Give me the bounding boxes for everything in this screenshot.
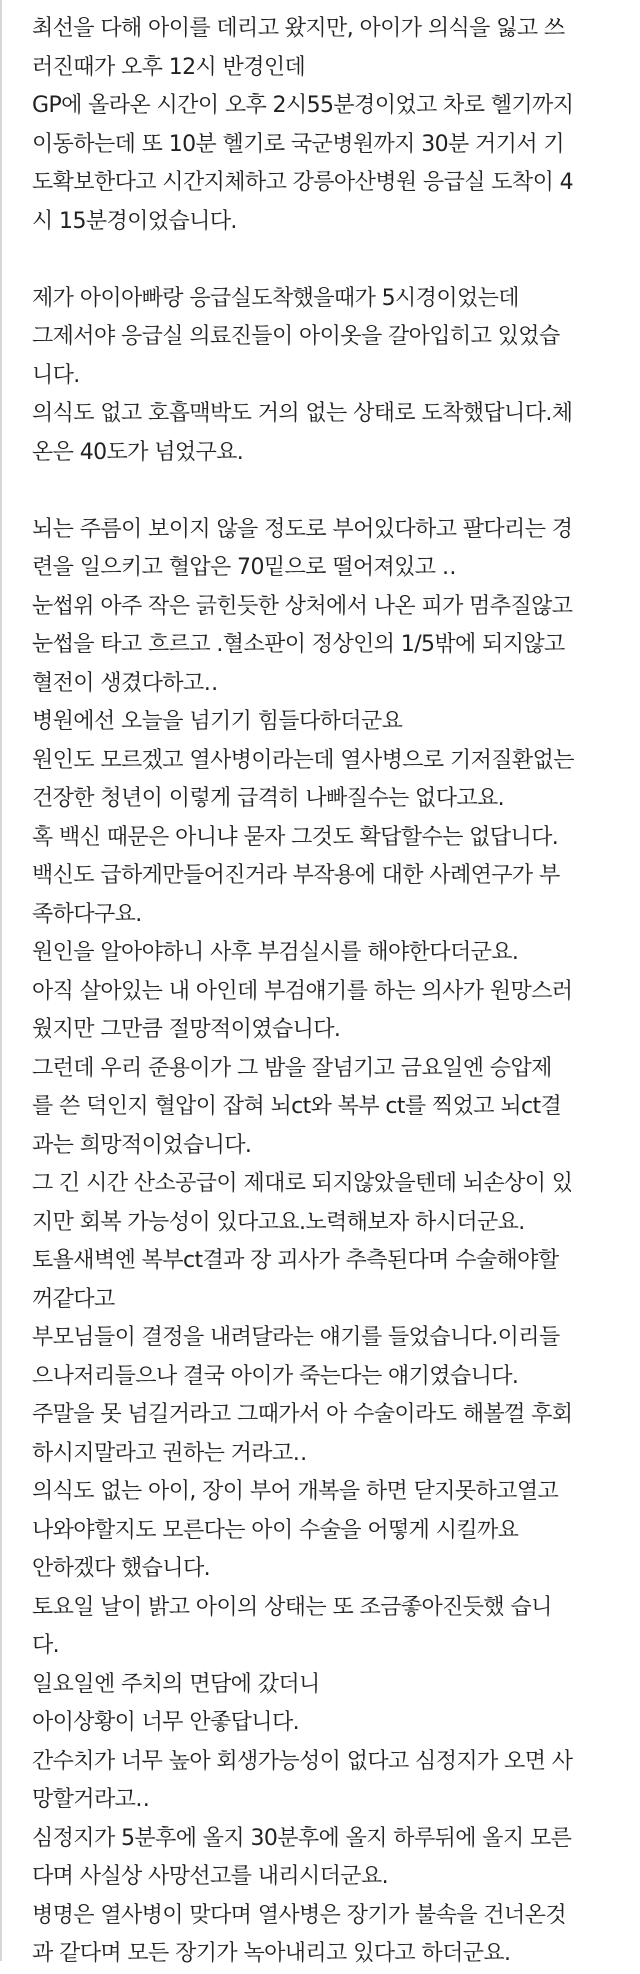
text-line: 제가 아이아빠랑 응급실도착했을때가 5시경이었는데 bbox=[32, 285, 519, 311]
text-line: 원인도 모르겠고 열사병이라는데 열사병으로 기저질환없는 bbox=[32, 747, 574, 773]
post-body bbox=[32, 10, 628, 1974]
text-line: 일요일엔 주치의 면담에 갔더니 bbox=[32, 1671, 320, 1697]
text-line: 꺼같다고 bbox=[32, 1286, 115, 1312]
left-border bbox=[0, 0, 2, 1961]
paragraph-gap bbox=[32, 241, 628, 280]
text-line: 안하겠다 했습니다. bbox=[32, 1556, 211, 1581]
paragraph-gap bbox=[32, 472, 628, 511]
text-line: 눈썹을 타고 흐르고 .혈소판이 정상인의 1/5밖에 되지않고 bbox=[32, 632, 565, 657]
text-line: 심정지가 5분후에 올지 30분후에 올지 하루뒤에 올지 모른 bbox=[32, 1825, 572, 1851]
text-line: 니다. bbox=[32, 362, 80, 388]
text-line: 토요일 날이 밝고 아이의 상태는 또 조금좋아진듯했 습니 bbox=[32, 1594, 552, 1620]
text-line: 원인을 알아야하니 사후 부검실시를 해야한다더군요. bbox=[32, 940, 519, 965]
text-line: 혈전이 생겼다하고‥ bbox=[32, 670, 218, 696]
text-line: 아직 살아있는 내 아인데 부검얘기를 하는 의사가 원망스러 bbox=[32, 978, 573, 1004]
text-line: 의식도 없는 아이, 장이 부어 개복을 하면 닫지못하고열고 bbox=[32, 1479, 559, 1504]
text-line: 과는 희망적이었습니다. bbox=[32, 1132, 252, 1158]
text-line: 주말을 못 넘길거라고 그때가서 아 수술이라도 해볼껄 후회 bbox=[32, 1402, 573, 1427]
text-line: 족하다구요. bbox=[32, 901, 142, 927]
text-line: 간수치가 너무 높아 회생가능성이 없다고 심정지가 오면 사 bbox=[32, 1748, 573, 1774]
text-line: 련을 일으키고 혈압은 70밑으로 떨어져있고 ‥ bbox=[32, 555, 456, 580]
text-line: 웠지만 그만큼 절망적이였습니다. bbox=[32, 1017, 341, 1042]
text-line: GP에 올라온 시간이 오후 2시55분경이었고 차로 헬기까지 bbox=[32, 93, 574, 118]
text-line: 부모님들이 결정을 내려달라는 얘기를 들었습니다.이리들 bbox=[32, 1325, 560, 1350]
text-line: 건장한 청년이 이렇게 급격히 나빠질수는 없다고요. bbox=[32, 786, 505, 811]
paragraph bbox=[32, 10, 628, 241]
text-line: 하시지말라고 권하는 거라고‥ bbox=[32, 1440, 307, 1466]
text-line: 으나저리들으나 결국 아이가 죽는다는 얘기였습니다. bbox=[32, 1363, 519, 1389]
text-line: 병명은 열사병이 맞다며 열사병은 장기가 불속을 건너온것 bbox=[32, 1902, 567, 1928]
text-line: 를 쓴 덕인지 혈압이 잡혀 뇌ct와 복부 ct를 찍었고 뇌ct결 bbox=[32, 1094, 562, 1119]
paragraph bbox=[32, 511, 628, 1974]
text-line: 최선을 다해 아이를 데리고 왔지만, 아이가 의식을 잃고 쓰 bbox=[32, 16, 565, 41]
text-line: 러진때가 오후 12시 반경인데 bbox=[32, 54, 306, 80]
text-line: 눈썹위 아주 작은 긁힌듯한 상처에서 나온 피가 멈추질않고 bbox=[32, 593, 573, 619]
text-line: 병원에선 오늘을 넘기기 힘들다하더군요 bbox=[32, 709, 403, 734]
text-line: 이동하는데 또 10분 헬기로 국군병원까지 30분 거기서 기 bbox=[32, 131, 565, 157]
text-line: 다며 사실상 사망선고를 내리시더군요. bbox=[32, 1864, 389, 1889]
text-line: 나와야할지도 모른다는 아이 수술을 어떻게 시킬까요 bbox=[32, 1517, 519, 1543]
text-line: 백신도 급하게만들어진거라 부작용에 대한 사례연구가 부 bbox=[32, 863, 560, 888]
text-line: 그 긴 시간 산소공급이 제대로 되지않았을텐데 뇌손상이 있 bbox=[32, 1171, 573, 1196]
text-line: 아이상황이 너무 안좋답니다. bbox=[32, 1710, 300, 1735]
text-line: 과 같다며 모든 장기가 녹아내리고 있다고 하더군요. bbox=[32, 1941, 511, 1966]
text-line: 혹 백신 때문은 아니냐 묻자 그것도 확답할수는 없답니다. bbox=[32, 824, 559, 850]
text-line: 의식도 없고 호흡맥박도 거의 없는 상태로 도착했답니다.체 bbox=[32, 401, 573, 426]
paragraph bbox=[32, 280, 628, 473]
text-line: 그런데 우리 준용이가 그 밤을 잘넘기고 금요일엔 승압제 bbox=[32, 1055, 552, 1081]
text-line: 시 15분경이었습니다. bbox=[32, 208, 237, 234]
text-line: 지만 회복 가능성이 있다고요.노력해보자 하시더군요. bbox=[32, 1209, 525, 1235]
text-line: 도확보한다고 시간지체하고 강릉아산병원 응급실 도착이 4 bbox=[32, 170, 574, 195]
text-line: 망할거라고‥ bbox=[32, 1787, 150, 1812]
text-line: 온은 40도가 넘었구요. bbox=[32, 439, 244, 465]
text-line: 그제서야 응급실 의료진들이 아이옷을 갈아입히고 있었습 bbox=[32, 324, 560, 349]
text-line: 뇌는 주름이 보이지 않을 정도로 부어있다하고 팔다리는 경 bbox=[32, 516, 573, 542]
text-line: 다. bbox=[32, 1633, 60, 1658]
text-line: 토욜새벽엔 복부ct결과 장 괴사가 추측된다며 수술해야할 bbox=[32, 1248, 559, 1273]
